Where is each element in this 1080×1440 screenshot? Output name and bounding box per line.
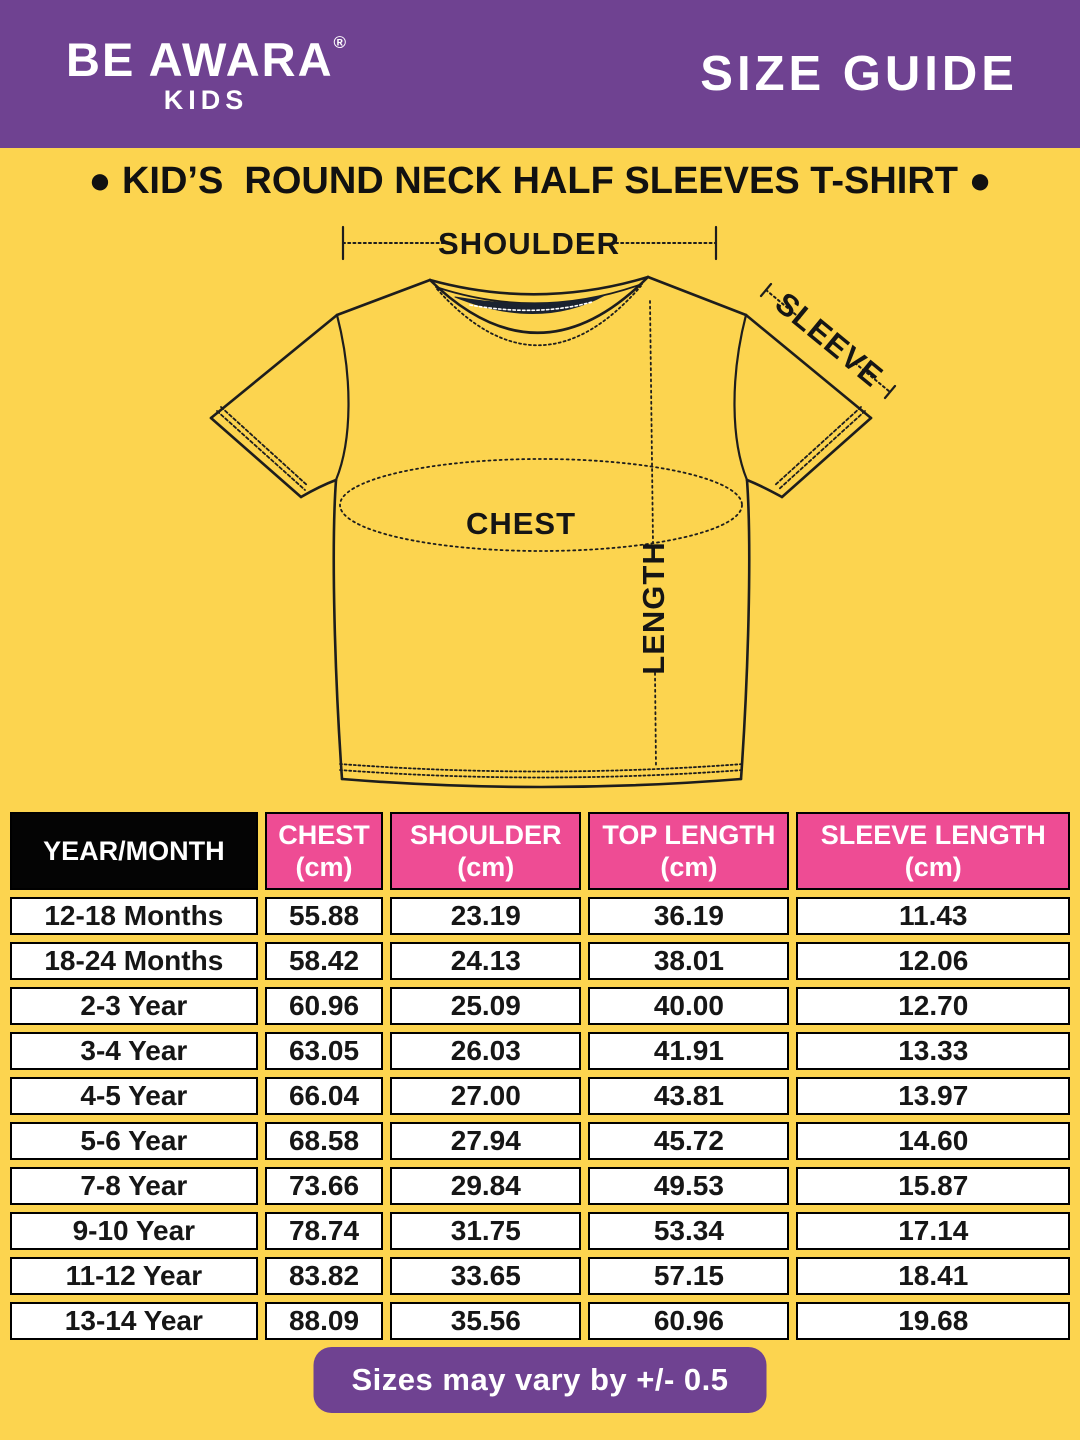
shoulder-label: SHOULDER — [438, 226, 620, 261]
age-cell: 4-5 Year — [10, 1077, 258, 1115]
measurement-cell: 23.19 — [390, 897, 581, 935]
measurement-cell: 36.19 — [588, 897, 789, 935]
measurement-cell: 38.01 — [588, 942, 789, 980]
table-row — [10, 942, 1070, 980]
measurement-cell: 58.42 — [265, 942, 384, 980]
measurement-cell: 24.13 — [390, 942, 581, 980]
brand-subtitle: KIDS — [163, 85, 249, 115]
column-header-shoulder — [390, 812, 581, 890]
measurement-cell: 12.70 — [796, 987, 1070, 1025]
measurement-cell: 35.56 — [390, 1302, 581, 1340]
column-unit: (cm) — [904, 852, 962, 882]
size-table-head-row — [10, 812, 1070, 890]
measurement-cell: 29.84 — [390, 1167, 581, 1205]
column-unit: (cm) — [457, 852, 515, 882]
measurement-cell: 83.82 — [265, 1257, 384, 1295]
measurement-cell: 13.97 — [796, 1077, 1070, 1115]
measurement-cell: 13.33 — [796, 1032, 1070, 1070]
column-label: CHEST — [278, 819, 370, 850]
measurement-cell: 40.00 — [588, 987, 789, 1025]
age-cell: 11-12 Year — [10, 1257, 258, 1295]
tshirt-measurement-diagram — [0, 215, 1080, 815]
table-row — [10, 987, 1070, 1025]
product-title: ● KID’S ROUND NECK HALF SLEEVES T-SHIRT ● — [88, 160, 992, 202]
measurement-cell: 25.09 — [390, 987, 581, 1025]
measurement-cell: 73.66 — [265, 1167, 384, 1205]
table-row — [10, 1122, 1070, 1160]
measurement-cell: 14.60 — [796, 1122, 1070, 1160]
chest-label: CHEST — [465, 506, 577, 541]
age-cell: 12-18 Months — [10, 897, 258, 935]
size-variance-note: Sizes may vary by +/- 0.5 — [314, 1347, 767, 1413]
size-table-body — [10, 897, 1070, 1340]
measurement-cell: 66.04 — [265, 1077, 384, 1115]
column-label: YEAR/MONTH — [43, 835, 225, 866]
measurement-cell: 19.68 — [796, 1302, 1070, 1340]
measurement-cell: 18.41 — [796, 1257, 1070, 1295]
measurement-cell: 27.94 — [390, 1122, 581, 1160]
length-label: LENGTH — [636, 541, 671, 675]
measurement-cell: 55.88 — [265, 897, 384, 935]
brand-logo — [66, 34, 346, 114]
age-cell: 7-8 Year — [10, 1167, 258, 1205]
column-header-sleeve-length — [796, 812, 1070, 890]
table-row — [10, 1077, 1070, 1115]
measurement-cell: 11.43 — [796, 897, 1070, 935]
table-row — [10, 897, 1070, 935]
column-unit: (cm) — [660, 852, 718, 882]
measurement-cell: 53.34 — [588, 1212, 789, 1250]
tshirt-drawing — [0, 215, 1080, 815]
measurement-cell: 26.03 — [390, 1032, 581, 1070]
age-cell: 3-4 Year — [10, 1032, 258, 1070]
age-cell: 5-6 Year — [10, 1122, 258, 1160]
table-row — [10, 1212, 1070, 1250]
column-header-chest — [265, 812, 384, 890]
age-cell: 2-3 Year — [10, 987, 258, 1025]
table-row — [10, 1167, 1070, 1205]
table-row — [10, 1302, 1070, 1340]
table-row — [10, 1032, 1070, 1070]
measurement-cell: 45.72 — [588, 1122, 789, 1160]
age-cell: 18-24 Months — [10, 942, 258, 980]
page-title: SIZE GUIDE — [700, 47, 1018, 101]
measurement-cell: 41.91 — [588, 1032, 789, 1070]
measurement-cell: 17.14 — [796, 1212, 1070, 1250]
measurement-cell: 60.96 — [588, 1302, 789, 1340]
brand-name-text: BE AWARA — [66, 33, 334, 86]
column-unit: (cm) — [295, 852, 353, 882]
brand-name — [66, 33, 347, 86]
measurement-cell: 12.06 — [796, 942, 1070, 980]
age-cell: 13-14 Year — [10, 1302, 258, 1340]
age-cell: 9-10 Year — [10, 1212, 258, 1250]
sleeve-label: SLEEVE — [768, 285, 890, 394]
column-label: SLEEVE LENGTH — [820, 819, 1046, 850]
column-label: SHOULDER — [410, 819, 562, 850]
column-header-year-month — [10, 812, 258, 890]
table-row — [10, 1257, 1070, 1295]
measurement-cell: 31.75 — [390, 1212, 581, 1250]
measurement-cell: 68.58 — [265, 1122, 384, 1160]
measurement-cell: 63.05 — [265, 1032, 384, 1070]
measurement-cell: 43.81 — [588, 1077, 789, 1115]
registered-trademark-mark: ® — [333, 33, 347, 52]
size-table — [3, 805, 1077, 1347]
top-banner — [0, 0, 1080, 148]
measurement-cell: 60.96 — [265, 987, 384, 1025]
measurement-cell: 57.15 — [588, 1257, 789, 1295]
measurement-cell: 33.65 — [390, 1257, 581, 1295]
measurement-cell: 88.09 — [265, 1302, 384, 1340]
measurement-cell: 15.87 — [796, 1167, 1070, 1205]
length-dimension-line — [650, 301, 656, 767]
column-label: TOP LENGTH — [602, 819, 776, 850]
column-header-top-length — [588, 812, 789, 890]
measurement-cell: 78.74 — [265, 1212, 384, 1250]
measurement-cell: 49.53 — [588, 1167, 789, 1205]
measurement-cell: 27.00 — [390, 1077, 581, 1115]
